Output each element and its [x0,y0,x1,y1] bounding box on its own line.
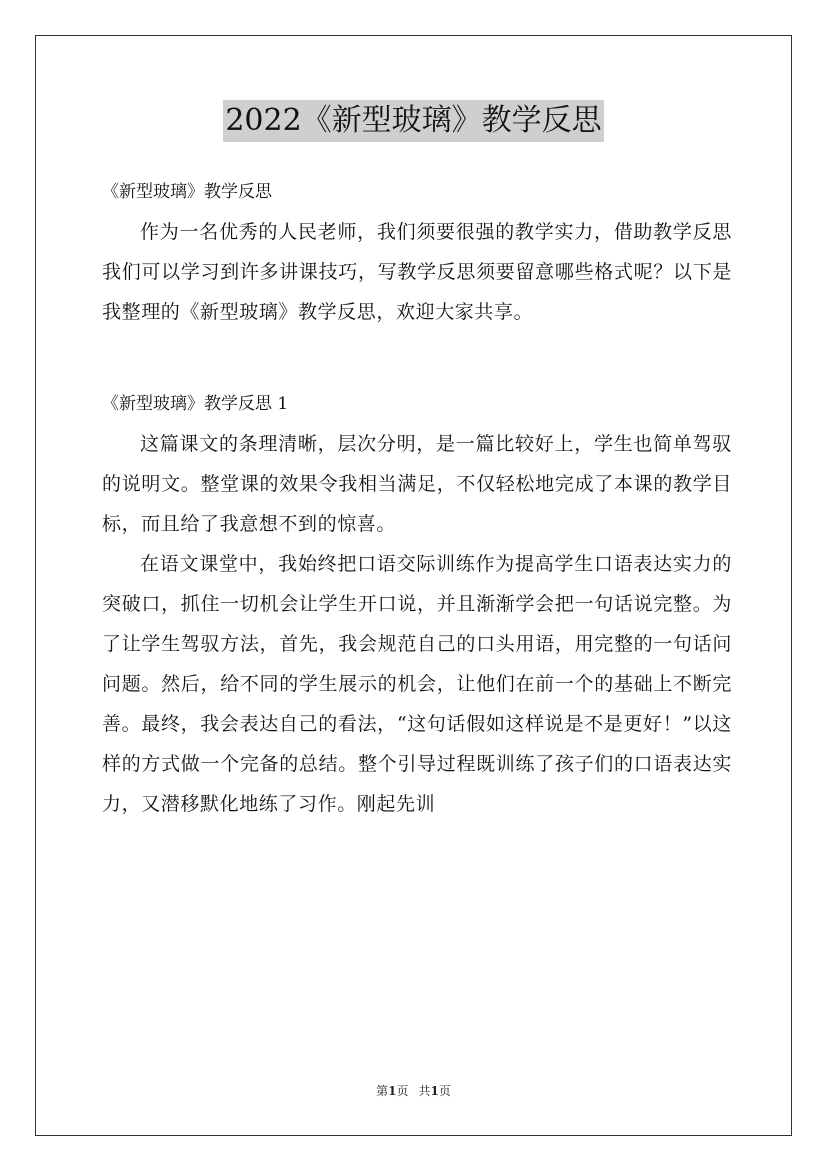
section1-heading: 《新型玻璃》教学反思 1 [102,394,289,414]
page-number-prefix: 第 [376,1084,389,1098]
section1-paragraph: 在语文课堂中，我始终把口语交际训练作为提高学生口语表达实力的突破口，抓住一切机会让学生开口说，并且渐渐学会把一句话说完整。为了让学生驾驭方法，首先，我会规范自己的口头用语，用完整的一句话问问题。然后，给不同的学生展示的机会，让他们在前一个的基础上不断完善。最终，我会表达自己的看法，“这句话假如这样说是不是更好！”以这样的方式做一个完备的总结。整个引导过程既训练了孩子们的口语表达实力，又潜移默化地练了习作。刚起先训 [102,553,732,815]
page-total-count: 1 [430,1084,439,1098]
page-total-suffix: 页 [438,1084,451,1098]
document-title: 2022《新型玻璃》教学反思 [223,100,603,142]
intro-paragraph: 作为一名优秀的人民老师，我们须要很强的教学实力，借助教学反思我们可以学习到许多讲课技巧，写教学反思须要留意哪些格式呢？以下是我整理的《新型玻璃》教学反思，欢迎大家共享。 [102,221,732,323]
page-footer [0,1082,827,1100]
section-spacer [102,332,732,384]
page-number-suffix: 页 [396,1084,409,1098]
title-container [0,100,827,142]
page-total-prefix: 共 [418,1084,431,1098]
intro-heading: 《新型玻璃》教学反思 [102,182,272,202]
document-body [102,172,732,824]
section1-paragraph: 这篇课文的条理清晰，层次分明，是一篇比较好上，学生也简单驾驭的说明文。整堂课的效果令我相当满足，不仅轻松地完成了本课的教学目标，而且给了我意想不到的惊喜。 [102,433,732,535]
page-number-current: 1 [388,1084,397,1098]
